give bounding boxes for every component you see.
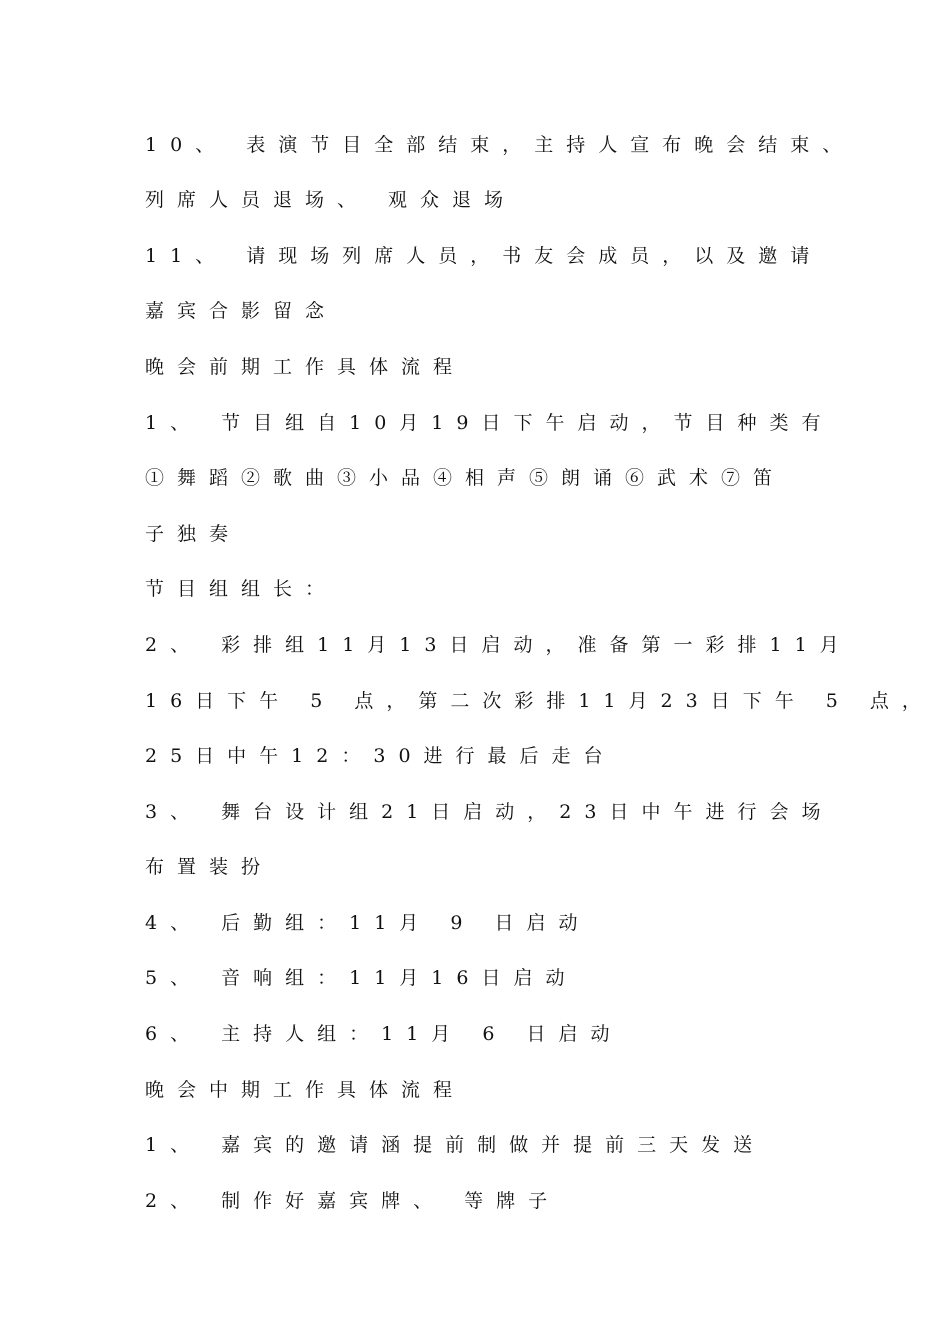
text-line: 4、 后勤组：11月 9 日启动	[145, 912, 591, 934]
text-line: 6、 主持人组：11月 6 日启动	[145, 1023, 623, 1045]
text-line: 1、 节目组自10月19日下午启动，节目种类有	[145, 412, 834, 434]
text-line: 布置装扮	[145, 856, 274, 878]
text-line: ①舞蹈②歌曲③小品④相声⑤朗诵⑥武术⑦笛	[145, 467, 786, 489]
text-line: 2、 制作好嘉宾牌、 等牌子	[145, 1190, 561, 1212]
text-line: 25日中午12：30进行最后走台	[145, 745, 616, 767]
text-line: 节目组组长：	[145, 578, 338, 600]
section-heading: 晚会前期工作具体流程	[145, 356, 466, 378]
text-line: 列席人员退场、 观众退场	[145, 189, 517, 211]
text-line: 子独奏	[145, 523, 242, 545]
text-line: 11、 请现场列席人员，书友会成员，以及邀请	[145, 245, 823, 267]
text-line: 5、 音响组：11月16日启动	[145, 967, 578, 989]
text-line: 2、 彩排组11月13日启动，准备第一彩排11月	[145, 634, 852, 656]
section-heading: 晚会中期工作具体流程	[145, 1079, 466, 1101]
text-line: 3、 舞台设计组21日启动，23日中午进行会场	[145, 801, 834, 823]
text-line: 嘉宾合影留念	[145, 300, 338, 322]
text-line: 1、 嘉宾的邀请涵提前制做并提前三天发送	[145, 1134, 766, 1156]
text-line: 16日下午 5 点，第二次彩排11月23日下午 5 点，	[145, 690, 934, 712]
text-line: 10、 表演节目全部结束，主持人宣布晚会结束、	[145, 134, 855, 156]
